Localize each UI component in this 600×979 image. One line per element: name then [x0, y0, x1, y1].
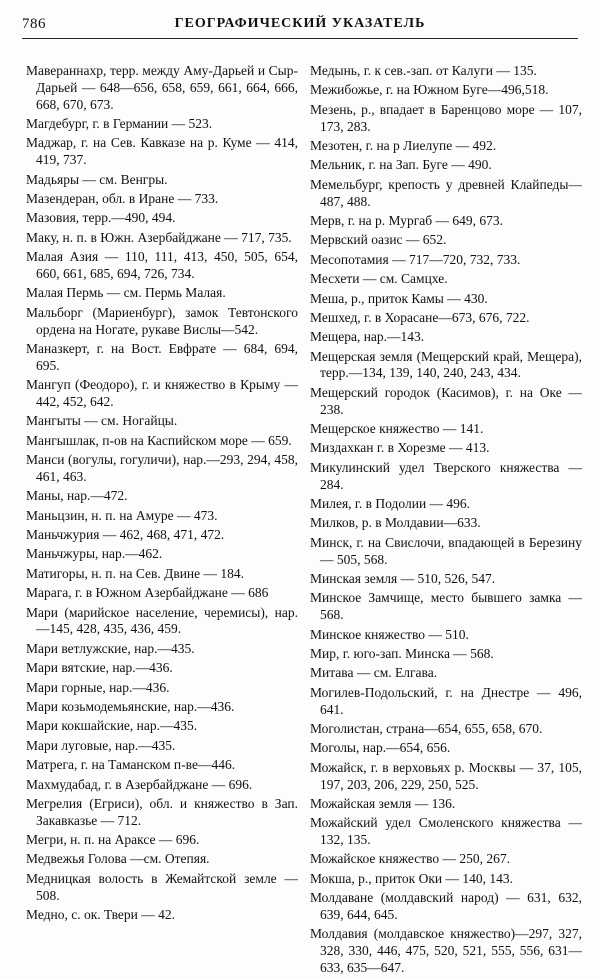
- index-entry: Махмудабад, г. в Азербайджане — 696.: [26, 776, 253, 792]
- index-entry: Мангышлак, п-ов на Каспийском море — 659.: [26, 432, 292, 448]
- index-column-left: [26, 63, 298, 926]
- index-entry: Моголистан, страна—654, 655, 658, 670.: [310, 720, 543, 736]
- index-entry: Медвежья Голова —см. Отепяя.: [26, 851, 210, 867]
- index-entry: Митава — см. Елгава.: [310, 665, 438, 681]
- index-entry: Минская земля — 510, 526, 547.: [310, 570, 496, 586]
- index-entry: Межибожье, г. на Южном Буге—496,518.: [310, 82, 549, 98]
- index-entry: Матрега, г. на Таманском п-ве—446.: [26, 757, 236, 773]
- index-entry: Мезотен, г. на р Лиелупе — 492.: [310, 137, 497, 153]
- index-entry: Месопотамия — 717—720, 732, 733.: [310, 251, 521, 267]
- index-entry: Мазовия, терр.—490, 494.: [26, 210, 176, 226]
- index-entry: Мещера, нар.—143.: [310, 329, 425, 345]
- index-entry: Месхети — см. Самцхе.: [310, 271, 448, 287]
- index-entry: Можайское княжество — 250, 267.: [310, 851, 511, 867]
- index-entry: Минское Замчище, место бывшего замка — 568.: [310, 590, 582, 623]
- index-entry: Мари вятские, нар.—436.: [26, 660, 173, 676]
- index-entry: Мари луговые, нар.—435.: [26, 737, 176, 753]
- index-entry: Мегрелия (Егриси), обл. и княжество в Зап. Закавказье — 712.: [26, 795, 298, 828]
- index-entry: Мазендеран, обл. в Иране — 733.: [26, 190, 219, 206]
- index-entry: Малая Пермь — см. Пермь Малая.: [26, 285, 226, 301]
- index-entry: Мещерское княжество — 141.: [310, 421, 484, 437]
- index-entry: Мокша, р., приток Оки — 140, 143.: [310, 870, 514, 886]
- page-number: 786: [22, 16, 46, 32]
- index-entry: Миздахкан г. в Хорезме — 413.: [310, 440, 490, 456]
- index-entry: Маку, н. п. в Южн. Азербайджане — 717, 735.: [26, 229, 292, 245]
- index-entry: Микулинский удел Тверского княжества — 284.: [310, 459, 582, 492]
- index-entry: Медынь, г. к сев.-зап. от Калуги — 135.: [310, 63, 537, 78]
- index-entry: Мир, г. юго-зап. Минска — 568.: [310, 645, 494, 661]
- index-entry: Минск, г. на Свислочи, впадающей в Березину — 505, 568.: [310, 534, 582, 567]
- index-entry: Маньчжуры, нар.—462.: [26, 546, 163, 562]
- index-entry: Медно, с. ок. Твери — 42.: [26, 907, 175, 923]
- index-entry: Можайский удел Смоленского княжества — 132, 135.: [310, 815, 582, 848]
- running-title: ГЕОГРАФИЧЕСКИЙ УКАЗАТЕЛЬ: [174, 16, 426, 31]
- index-entry: Мемельбург, крепость у древней Клайпеды—487, 488.: [310, 176, 582, 209]
- index-entry: Манси (вогулы, гогуличи), нар.—293, 294, 458, 461, 463.: [26, 452, 298, 484]
- index-entry: Мервский оазис — 652.: [310, 232, 447, 248]
- index-entry: Молдавия (молдавское княжество)—297, 327, 328, 330, 446, 475, 520, 521, 555, 556, 631—633, 635—647.: [310, 926, 582, 976]
- index-column-right: [310, 63, 582, 979]
- index-entry: Мещерская земля (Мещерский край, Мещера), терр.—134, 139, 140, 240, 243, 434.: [310, 348, 582, 381]
- index-entry: Моголы, нар.—654, 656.: [310, 740, 451, 756]
- index-entry: Мари (марийское население, черемисы), нар.—145, 428, 435, 436, 459.: [26, 604, 298, 637]
- index-entry: Можайск, г. в верховьях р. Москвы — 37, 105, 197, 203, 206, 229, 250, 525.: [310, 759, 582, 792]
- index-entry: Мари козьмодемьянские, нар.—436.: [26, 698, 235, 714]
- index-entry: Маньчжурия — 462, 468, 471, 472.: [26, 527, 225, 543]
- index-entry: Милея, г. в Подолии — 496.: [310, 496, 471, 512]
- index-entry: Мещерский городок (Касимов), г. на Оке — 238.: [310, 384, 582, 417]
- index-entry: Мангыты — см. Ногайцы.: [26, 413, 178, 429]
- index-entry: Мешхед, г. в Хорасане—673, 676, 722.: [310, 309, 530, 325]
- index-entry: Мари кокшайские, нар.—435.: [26, 718, 198, 734]
- index-entry: Малая Азия — 110, 111, 413, 450, 505, 654, 660, 661, 685, 694, 726, 734.: [26, 249, 298, 281]
- index-entry: Могилев-Подольский, г. на Днестре — 496, 641.: [310, 684, 582, 717]
- index-entry: Мадьяры — см. Венгры.: [26, 171, 168, 187]
- index-entry: Мавераннахр, терр. между Аму-Дарьей и Сыр-Дарьей — 648—656, 658, 659, 661, 664, 666, 668, 670, 673.: [26, 63, 298, 112]
- index-entry: Магдебург, г. в Германии — 523.: [26, 115, 213, 131]
- index-entry: Милков, р. в Молдавии—633.: [310, 515, 481, 531]
- index-entry: Мезень, р., впадает в Баренцово море — 107, 173, 283.: [310, 101, 582, 134]
- index-entry: Мальборг (Мариенбург), замок Тевтонского ордена на Ногате, рукаве Вислы—542.: [26, 304, 298, 337]
- page-header: [22, 14, 578, 39]
- index-entry: Мельник, г. на Зап. Буге — 490.: [310, 157, 492, 173]
- index-entry: Мари горные, нар.—436.: [26, 679, 170, 695]
- index-entry: Мерв, г. на р. Мургаб — 649, 673.: [310, 212, 503, 228]
- index-entry: Маньцзин, н. п. на Амуре — 473.: [26, 507, 218, 523]
- index-entry: Молдаване (молдавский народ) — 631, 632, 639, 644, 645.: [310, 890, 582, 923]
- index-entry: Мангуп (Феодоро), г. и княжество в Крыму —442, 452, 642.: [26, 377, 298, 409]
- index-entry: Мегри, н. п. на Араксе — 696.: [26, 832, 200, 848]
- index-entry: Мари ветлужские, нар.—435.: [26, 640, 195, 656]
- index-entry: Маны, нар.—472.: [26, 488, 128, 504]
- index-entry: Меша, р., приток Камы — 430.: [310, 290, 488, 306]
- index-entry: Матигоры, н. п. на Сев. Двине — 184.: [26, 565, 245, 581]
- index-entry: Марага, г. в Южном Азербайджане — 686: [26, 585, 269, 601]
- index-entry: Можайская земля — 136.: [310, 795, 456, 811]
- index-entry: Маназкерт, г. на Вост. Евфрате — 684, 694, 695.: [26, 340, 298, 373]
- index-entry: Минское княжество — 510.: [310, 626, 469, 642]
- index-entry: Медницкая волость в Жемайтской земле — 508.: [26, 870, 298, 903]
- index-entry: Маджар, г. на Сев. Кавказе на р. Куме — 414, 419, 737.: [26, 135, 298, 168]
